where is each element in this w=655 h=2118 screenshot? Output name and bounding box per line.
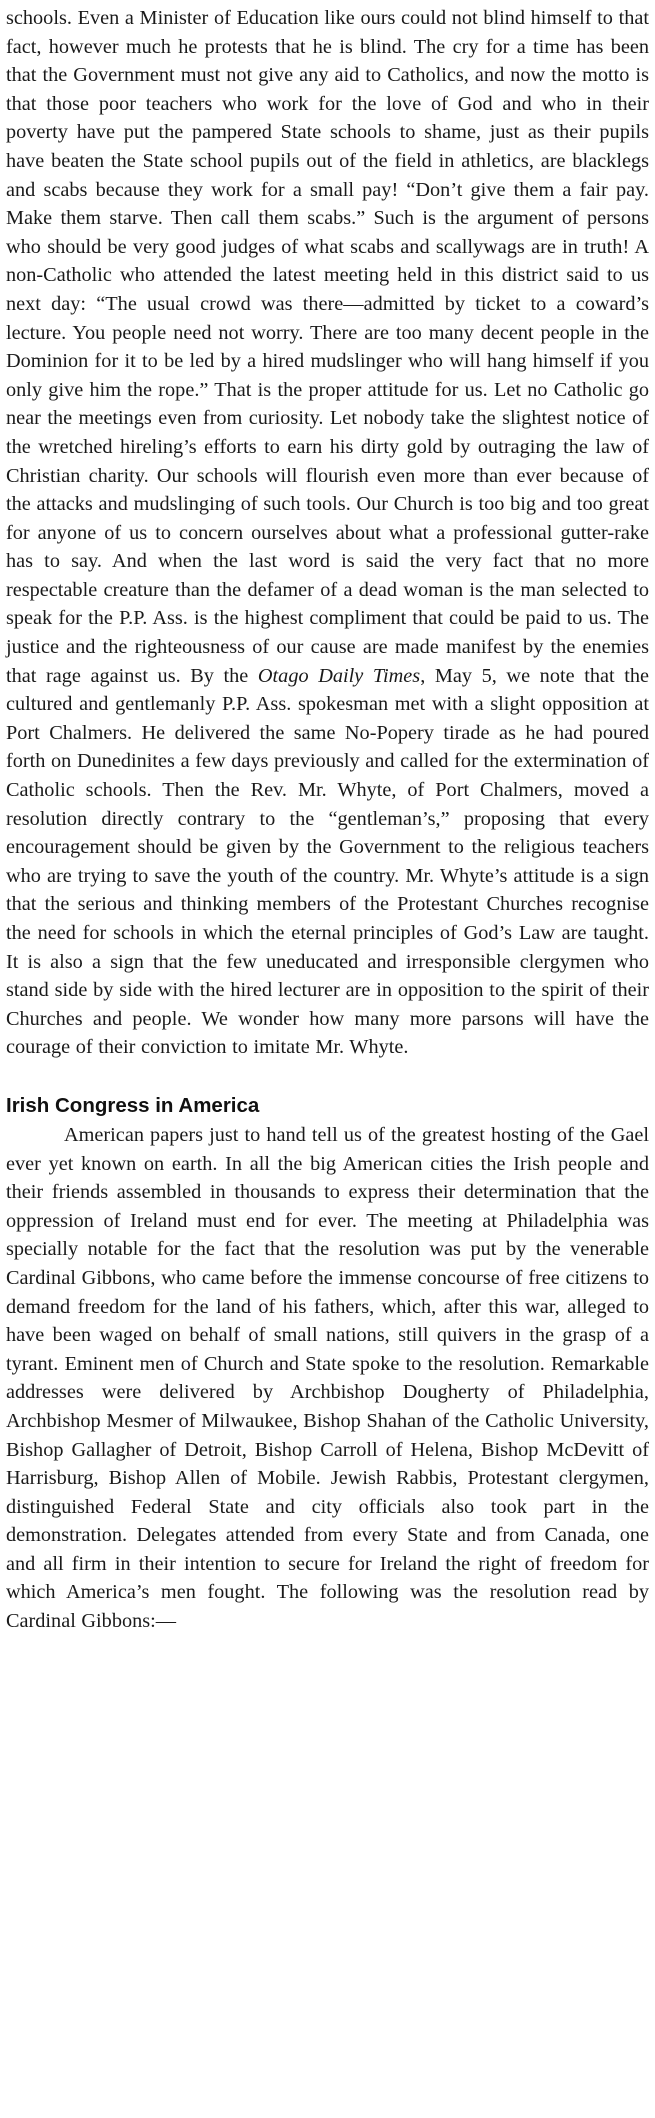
- article-paragraph-schools: [6, 4, 649, 1062]
- newspaper-title-italic: Otago Daily Times: [257, 664, 421, 687]
- paragraph-text-part-1: schools. Even a Minister of Education like ours could not blind himself to that fact, however much he protests that he is blind. The cry for a time has been that the Government must not give any aid to Catholics, and now the motto is that those poor teachers who work for the love of God and who in their poverty have put the pampered State schools to shame, just as their pupils have beaten the State school pupils out of the field in athletics, are blacklegs and scabs because they work for a small pay! “Don’t give them a fair pay. Make them starve. Then call them scabs.” Such is the argument of persons who should be very good judges of what scabs and scallywags are in truth! A non-Catholic who attended the latest meeting held in this district said to us next day: “The usual crowd was there—admitted by ticket to a coward’s lecture. You people need not worry. There are too many decent people in the Dominion for it to be led by a hired mudslinger who will hang himself if you only give him the rope.” That is the proper attitude for us. Let no Catholic go near the meetings even from curiosity. Let nobody take the slightest notice of the wretched hireling’s efforts to earn his dirty gold by outraging the law of Christian charity. Our schools will flourish even more than ever because of the attacks and mudslinging of such tools. Our Church is too big and too great for anyone of us to concern ourselves about what a professional gutter-rake has to say. And when the last word is said the very fact that no more respectable creature than the defamer of a dead woman is the man selected to speak for the P.P. Ass. is the highest compliment that could be paid to us. The justice and the righteousness of our cause are made manifest by the enemies that rage against us. By the: [6, 7, 649, 687]
- article-paragraph-irish-congress: American papers just to hand tell us of the greatest hosting of the Gael ever yet known on earth. In all the big American cities the Irish people and their friends assembled in thousands to express their determination that the oppression of Ireland must end for ever. The meeting at Philadelphia was specially notable for the fact that the resolution was put by the venerable Cardinal Gibbons, who came before the immense concourse of free citizens to demand freedom for the land of his fathers, which, after this war, alleged to have been waged on behalf of small nations, still quivers in the grasp of a tyrant. Eminent men of Church and State spoke to the resolution. Remarkable addresses were delivered by Archbishop Dougherty of Philadelphia, Archbishop Mesmer of Milwaukee, Bishop Shahan of the Catholic University, Bishop Gallagher of Detroit, Bishop Carroll of Helena, Bishop McDevitt of Harrisburg, Bishop Allen of Mobile. Jewish Rabbis, Protestant clergymen, distinguished Federal State and city officials also took part in the demonstration. Delegates attended from every State and from Canada, one and all firm in their intention to secure for Ireland the right of freedom for which America’s men fought. The following was the resolution read by Cardinal Gibbons:—: [6, 1123, 649, 1633]
- paragraph-text-part-2: , May 5, we note that the cultured and gentlemanly P.P. Ass. spokesman met with a slight opposition at Port Chalmers. He delivered the same No-Popery tirade as he had poured forth on Dunedinites a few days previously and called for the extermination of Catholic schools. Then the Rev. Mr. Whyte, of Port Chalmers, moved a resolution directly contrary to the “gentleman’s,” proposing that every encouragement should be given by the Government to the religious teachers who are trying to save the youth of the country. Mr. Whyte’s attitude is a sign that the serious and thinking members of the Protestant Churches recognise the need for schools in which the eternal principles of God’s Law are taught. It is also a sign that the few uneducated and irresponsible clergymen who stand side by side with the hired lecturer are in opposition to the spirit of their Churches and people. We wonder how many more parsons will have the courage of their conviction to imitate Mr. Whyte.: [6, 664, 649, 1059]
- article-heading-irish-congress: Irish Congress in America: [6, 1093, 260, 1117]
